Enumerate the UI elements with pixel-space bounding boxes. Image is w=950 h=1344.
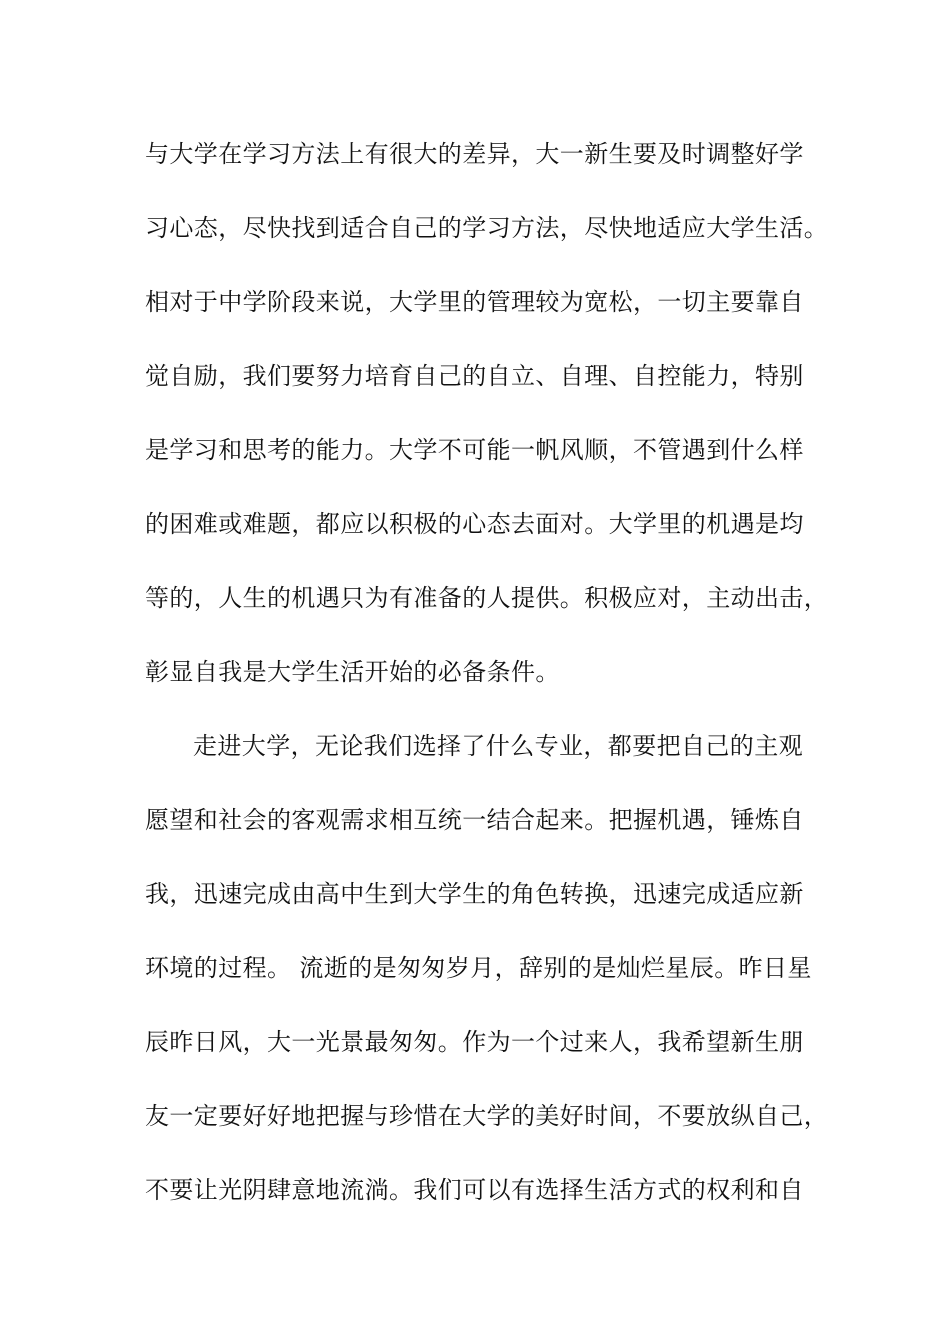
text-line: 我，迅速完成由高中生到大学生的角色转换，迅速完成适应新 bbox=[145, 880, 804, 908]
text-line: 是学习和思考的能力。大学不可能一帆风顺，不管遇到什么样 bbox=[145, 436, 804, 464]
text-line: 彰显自我是大学生活开始的必备条件。 bbox=[145, 658, 560, 686]
text-line: 友一定要好好地把握与珍惜在大学的美好时间，不要放纵自己， bbox=[145, 1102, 829, 1130]
text-line: 觉自励，我们要努力培育自己的自立、自理、自控能力，特别 bbox=[145, 362, 804, 390]
text-line: 的困难或难题，都应以积极的心态去面对。大学里的机遇是均 bbox=[145, 510, 804, 538]
paragraph-start-line: 走进大学，无论我们选择了什么专业，都要把自己的主观 bbox=[193, 732, 803, 760]
text-line: 不要让光阴肆意地流淌。我们可以有选择生活方式的权利和自 bbox=[145, 1176, 804, 1204]
text-line: 相对于中学阶段来说，大学里的管理较为宽松，一切主要靠自 bbox=[145, 288, 804, 316]
text-line: 愿望和社会的客观需求相互统一结合起来。把握机遇，锤炼自 bbox=[145, 806, 804, 834]
body-text bbox=[145, 123, 829, 1233]
text-line: 辰昨日风，大一光景最匆匆。作为一个过来人，我希望新生朋 bbox=[145, 1028, 804, 1056]
text-line: 习心态，尽快找到适合自己的学习方法，尽快地适应大学生活。 bbox=[145, 214, 829, 242]
text-line: 环境的过程。 流逝的是匆匆岁月，辞别的是灿烂星辰。昨日星 bbox=[145, 954, 812, 982]
text-line: 等的，人生的机遇只为有准备的人提供。积极应对，主动出击， bbox=[145, 584, 829, 612]
text-line: 与大学在学习方法上有很大的差异，大一新生要及时调整好学 bbox=[145, 140, 804, 168]
